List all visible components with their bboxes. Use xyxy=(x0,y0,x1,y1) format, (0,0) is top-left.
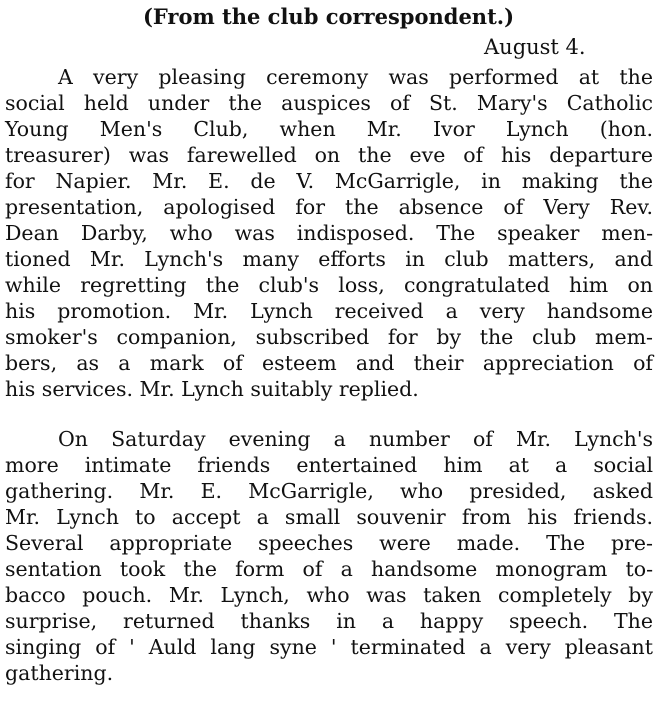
text-line: smoker's companion, subscribed for by the club mem- xyxy=(5,325,653,349)
text-line: treasurer) was farewelled on the eve of his departure xyxy=(5,143,653,167)
text-line: presentation, apologised for the absence of Very Rev. xyxy=(5,195,653,219)
text-line: tioned Mr. Lynch's many efforts in club matters, and xyxy=(5,247,653,271)
text-line: A very pleasing ceremony was performed at the xyxy=(58,65,653,89)
article-heading: (From the club correspondent.) xyxy=(142,4,515,29)
text-line: On Saturday evening a number of Mr. Lynch's xyxy=(58,427,653,451)
text-line: gathering. xyxy=(5,661,114,685)
text-line: Mr. Lynch to accept a small souvenir from his friends. xyxy=(5,505,653,529)
text-line: social held under the auspices of St. Mary's Catholic xyxy=(5,91,653,115)
text-line: for Napier. Mr. E. de V. McGarrigle, in making the xyxy=(5,169,653,193)
text-line: singing of ' Auld lang syne ' terminated a very pleasant xyxy=(5,635,653,659)
text-line: his services. Mr. Lynch suitably replied. xyxy=(5,377,419,401)
text-line: while regretting the club's loss, congratulated him on xyxy=(5,273,653,297)
text-line: Several appropriate speeches were made. The pre- xyxy=(5,531,653,555)
text-line: Dean Darby, who was indisposed. The speaker men- xyxy=(5,221,653,245)
text-line: bers, as a mark of esteem and their appreciation of xyxy=(5,351,653,375)
text-line: surprise, returned thanks in a happy speech. The xyxy=(5,609,653,633)
text-line: gathering. Mr. E. McGarrigle, who presided, asked xyxy=(5,479,653,503)
article-dateline: August 4. xyxy=(484,35,586,59)
text-line: sentation took the form of a handsome monogram to- xyxy=(5,557,653,581)
text-line: bacco pouch. Mr. Lynch, who was taken completely by xyxy=(5,583,653,607)
text-line: Young Men's Club, when Mr. Ivor Lynch (hon. xyxy=(5,117,653,141)
text-line: more intimate friends entertained him at a social xyxy=(5,453,653,477)
text-line: his promotion. Mr. Lynch received a very handsome xyxy=(5,299,653,323)
